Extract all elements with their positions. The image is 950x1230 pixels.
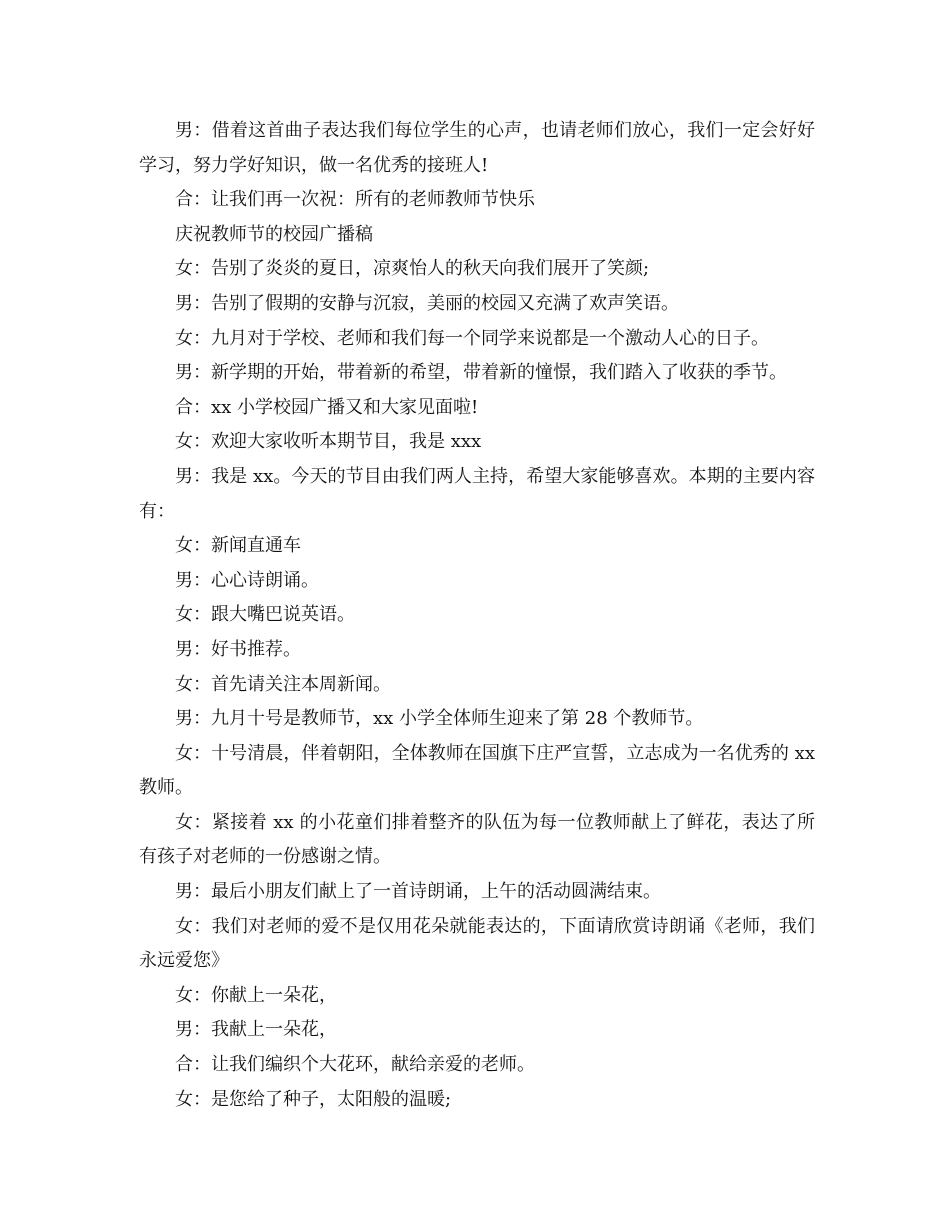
paragraph: 女：我们对老师的爱不是仅用花朵就能表达的，下面请欣赏诗朗诵《老师，我们永远爱您》 xyxy=(139,915,815,972)
paragraph: 女：九月对于学校、老师和我们每一个同学来说都是一个激动人心的日子。 xyxy=(175,327,769,349)
paragraph: 女：新闻直通车 xyxy=(175,535,301,557)
document-body xyxy=(139,114,815,1117)
paragraph: 女：紧接着 xx 的小花童们排着整齐的队伍为每一位教师献上了鲜花，表达了所有孩子对老师的一份感谢之情。 xyxy=(139,811,815,868)
paragraph: 合：xx 小学校园广播又和大家见面啦! xyxy=(175,396,479,418)
paragraph: 女：十号清晨，伴着朝阳，全体教师在国旗下庄严宣誓，立志成为一名优秀的 xx 教师。 xyxy=(139,742,815,799)
paragraph: 合：让我们再一次祝：所有的老师教师节快乐 xyxy=(175,189,535,211)
paragraph: 女：告别了炎炎的夏日，凉爽怡人的秋天向我们展开了笑颜; xyxy=(175,258,650,280)
paragraph: 女：你献上一朵花， xyxy=(175,984,337,1006)
paragraph: 男：新学期的开始，带着新的希望，带着新的憧憬，我们踏入了收获的季节。 xyxy=(175,362,787,384)
paragraph: 男：我是 xx。今天的节目由我们两人主持，希望大家能够喜欢。本期的主要内容有： xyxy=(139,465,815,522)
paragraph: 男：好书推荐。 xyxy=(175,638,301,660)
paragraph: 男：最后小朋友们献上了一首诗朗诵，上午的活动圆满结束。 xyxy=(175,881,661,903)
paragraph: 合：让我们编织个大花环，献给亲爱的老师。 xyxy=(175,1054,535,1076)
section-heading: 庆祝教师节的校园广播稿 xyxy=(175,223,373,245)
paragraph: 男：借着这首曲子表达我们每位学生的心声，也请老师们放心，我们一定会好好学习，努力学好知识，做一名优秀的接班人! xyxy=(139,120,815,176)
paragraph: 男：九月十号是教师节，xx 小学全体师生迎来了第 28 个教师节。 xyxy=(175,708,704,730)
paragraph: 男：告别了假期的安静与沉寂，美丽的校园又充满了欢声笑语。 xyxy=(175,292,679,314)
paragraph: 男：心心诗朗诵。 xyxy=(175,569,319,591)
paragraph: 女：跟大嘴巴说英语。 xyxy=(175,604,355,626)
paragraph: 女：首先请关注本周新闻。 xyxy=(175,673,391,695)
paragraph: 女：欢迎大家收听本期节目，我是 xxx xyxy=(175,431,482,453)
paragraph: 男：我献上一朵花， xyxy=(175,1019,337,1041)
paragraph: 女：是您给了种子，太阳般的温暖; xyxy=(175,1088,452,1110)
